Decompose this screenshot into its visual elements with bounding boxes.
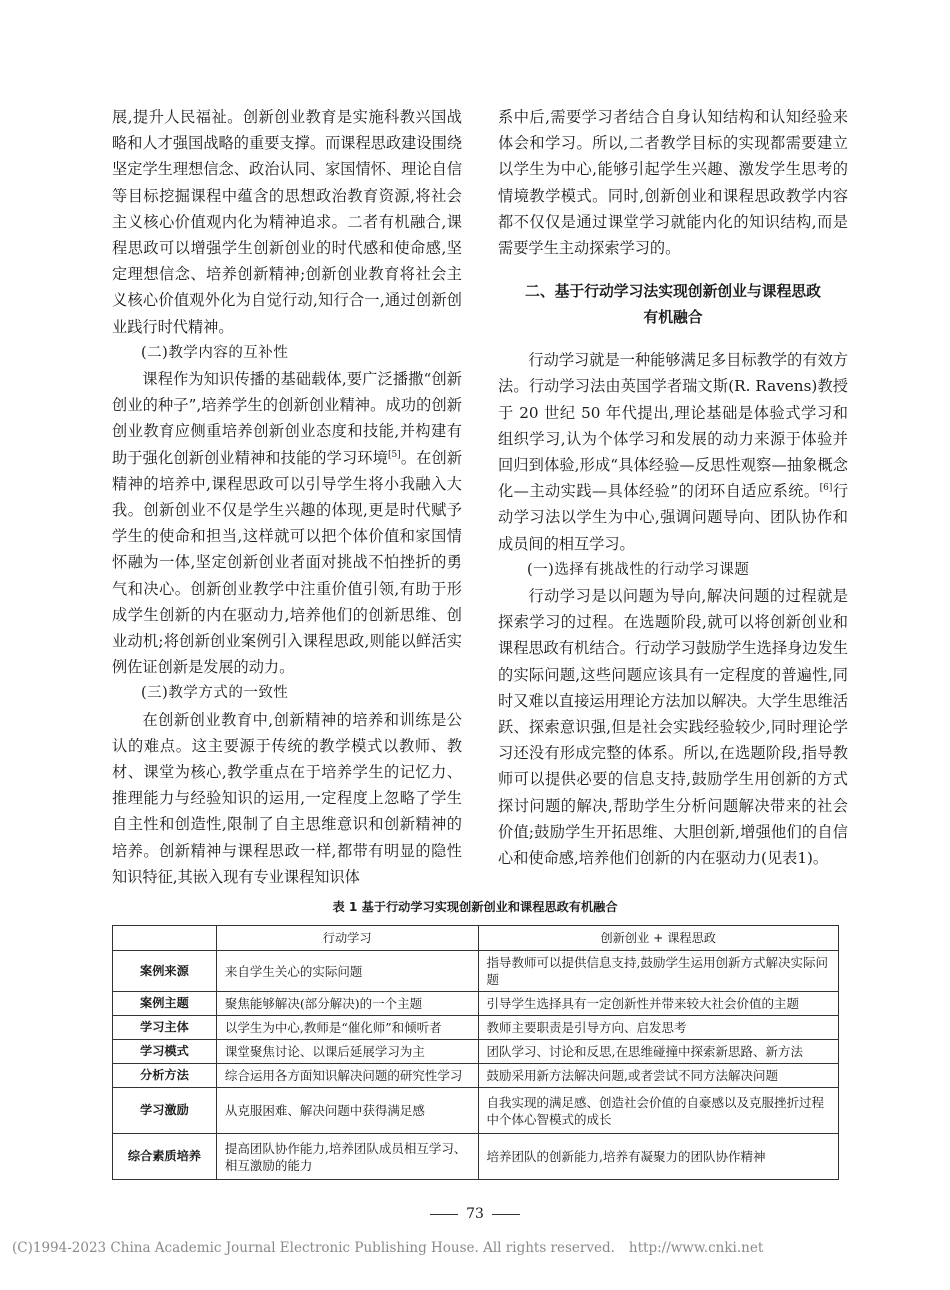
table-cell: 从克服困难、解决问题中获得满足感	[216, 1088, 478, 1134]
page-number-text: 73	[466, 1206, 484, 1222]
body-paragraph: 系中后,需要学习者结合自身认知结构和认知经验来体会和学习。所以,二者教学目标的实现都需要建立以学生为中心,能够引起学生兴趣、激发学生思考的情境教学模式。同时,创新创业和课程思政教学内容都不仅仅是通过课堂学习就能内化的知识结构,而是需要学生主动探索学习的。	[498, 108, 848, 258]
table-cell: 引导学生选择具有一定创新性并带来较大社会价值的主题	[478, 992, 839, 1016]
table-cell: 指导教师可以提供信息支持,鼓励学生运用创新方式解决实际问题	[478, 951, 839, 992]
section-title-line: 有机融合	[643, 309, 703, 327]
body-text: 课程作为知识传播的基础载体,要广泛播撒“创新创业的种子”,培养学生的创新创业精神。成功的创新创业教育应侧重培养创新创业态度和技能,并构建有助于强化创新创业精神和技能的学习环境	[112, 370, 462, 467]
table-row	[113, 1016, 839, 1040]
table-header-cell: 创新创业 + 课程思政	[478, 926, 839, 951]
table-header-row	[113, 926, 839, 951]
body-text: 行动学习就是一种能够满足多目标教学的有效方法。行动学习法由英国学者瑞文斯(R. Ravens)教授于 20 世纪 50 年代提出,理论基础是体验式学习和组织学习,认为个体学习和发展的动力来源于体验并回归到体验,形成“具体经验—反思性观察—抽象概念化—主动实践—具体经验”的闭环自适应系统。	[498, 351, 848, 501]
table-header-cell	[113, 926, 217, 951]
row-label: 学习模式	[113, 1040, 217, 1064]
table-row	[113, 1134, 839, 1180]
footer-link[interactable]: http://www.cnki.net	[628, 1240, 764, 1256]
table-cell: 自我实现的满足感、创造社会价值的自豪感以及克服挫折过程中个体心智模式的成长	[478, 1088, 839, 1134]
body-paragraph	[498, 347, 848, 557]
table-row	[113, 1040, 839, 1064]
page-number-dash	[430, 1214, 458, 1215]
copyright-text: (C)1994-2023 China Academic Journal Electronic Publishing House. All rights reserved.	[12, 1240, 615, 1256]
table-caption: 表 1 基于行动学习实现创新创业和课程思政有机融合	[332, 900, 618, 914]
table-cell: 鼓励采用新方法解决问题,或者尝试不同方法解决问题	[478, 1064, 839, 1088]
row-label: 学习主体	[113, 1016, 217, 1040]
copyright-footer	[12, 1240, 942, 1256]
body-text: 行动学习法以学生为中心,强调问题导向、团队协作和成员间的相互学习。	[498, 482, 849, 553]
right-column	[498, 104, 848, 871]
left-column	[112, 104, 462, 890]
body-paragraph: 行动学习是以问题为导向,解决问题的过程就是探索学习的过程。在选题阶段,就可以将创新创业和课程思政有机结合。行动学习鼓励学生选择身边发生的实际问题,这些问题应该具有一定程度的普遍性,同时又难以直接运用理论方法加以解决。大学生思维活跃、探索意识强,但是社会实践经验较少,同时理论学习还没有形成完整的体系。所以,在选题阶段,指导教师可以提供必要的信息支持,鼓励学生用创新的方式探讨问题的解决,帮助学生分析问题解决带来的社会价值;鼓励学生开拓思维、大胆创新,增强他们的自信心和使命感,培养他们创新的内在驱动力(见表1)。	[498, 587, 848, 868]
row-label: 案例主题	[113, 992, 217, 1016]
table-cell: 培养团队的创新能力,培养有凝聚力的团队协作精神	[478, 1134, 839, 1180]
subsection-heading: (二)教学内容的互补性	[141, 344, 289, 361]
table-header-cell: 行动学习	[216, 926, 478, 951]
body-text: 。在创新精神的培养中,课程思政可以引导学生将小我融入大我。创新创业不仅是学生兴趣的体现,更是时代赋予学生的使命和担当,这样就可以把个体价值和家国情怀融为一体,坚定创新创业者面对挑战不怕挫折的勇气和决心。创新创业教学中注重价值引领,有助于形成学生创新的内在驱动力,培养他们的创新思维、创业动机;将创新创业案例引入课程思政,则能以鲜活实例佐证创新是发展的动力。	[112, 448, 463, 677]
page-number-dash	[492, 1214, 520, 1215]
body-paragraph: 在创新创业教育中,创新精神的培养和训练是公认的难点。这主要源于传统的教学模式以教师、教材、课堂为核心,教学重点在于培养学生的记忆力、推理能力与经验知识的运用,一定程度上忽略了学生自主性和创造性,限制了自主思维意识和创新精神的培养。创新精神与课程思政一样,都带有明显的隐性知识特征,其嵌入现有专业课程知识体	[112, 710, 462, 886]
row-label: 学习激励	[113, 1088, 217, 1134]
citation-ref[interactable]: [5]	[387, 449, 401, 460]
citation-ref[interactable]: [6]	[819, 483, 833, 494]
subsection-heading: (三)教学方式的一致性	[141, 685, 289, 702]
row-label: 综合素质培养	[113, 1134, 217, 1180]
table-cell: 团队学习、讨论和反思,在思维碰撞中探索新思路、新方法	[478, 1040, 839, 1064]
body-paragraph: 展,提升人民福祉。创新创业教育是实施科教兴国战略和人才强国战略的重要支撑。而课程思政建设围绕坚定学生理想信念、政治认同、家国情怀、理论自信等目标挖掘课程中蕴含的思想政治教育资源,将社会主义核心价值观内化为精神追求。二者有机融合,课程思政可以增强学生创新创业的时代感和使命感,坚定理想信念、培养创新精神;创新创业教育将社会主义核心价值观外化为自觉行动,知行合一,通过创新创业践行时代精神。	[112, 108, 462, 336]
table-cell: 综合运用各方面知识解决问题的研究性学习	[216, 1064, 478, 1088]
row-label: 分析方法	[113, 1064, 217, 1088]
table-row	[113, 992, 839, 1016]
row-label: 案例来源	[113, 951, 217, 992]
table-row	[113, 1064, 839, 1088]
section-heading	[498, 279, 848, 331]
section-title-line: 二、基于行动学习法实现创新创业与课程思政	[525, 283, 821, 301]
table-cell: 提高团队协作能力,培养团队成员相互学习、相互激励的能力	[216, 1134, 478, 1180]
table-cell: 来自学生关心的实际问题	[216, 951, 478, 992]
body-paragraph	[112, 366, 462, 680]
subsection-heading: (一)选择有挑战性的行动学习课题	[527, 561, 750, 578]
table-cell: 以学生为中心,教师是“催化师”和倾听者	[216, 1016, 478, 1040]
table-row	[113, 1088, 839, 1134]
page-number	[0, 1206, 950, 1222]
comparison-table	[112, 925, 839, 1180]
table-row	[113, 951, 839, 992]
table-cell: 教师主要职责是引导方向、启发思考	[478, 1016, 839, 1040]
table-cell: 聚焦能够解决(部分解决)的一个主题	[216, 992, 478, 1016]
table-cell: 课堂聚焦讨论、以课后延展学习为主	[216, 1040, 478, 1064]
